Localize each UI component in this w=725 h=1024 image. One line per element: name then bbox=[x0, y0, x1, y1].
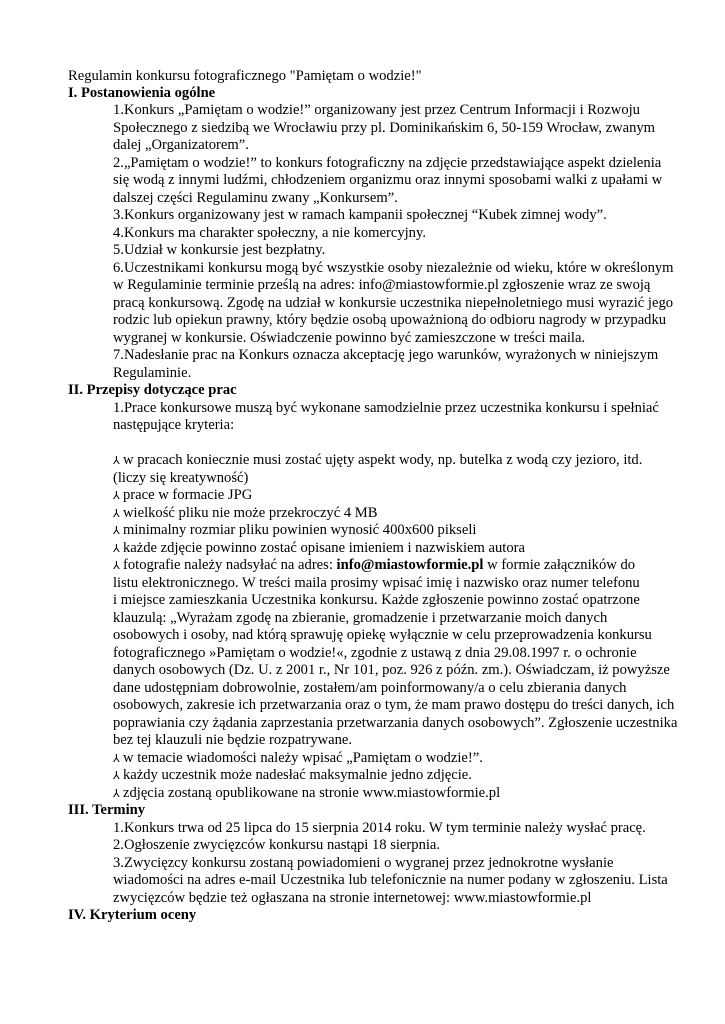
document-title: Regulamin konkursu fotograficznego "Pamiętam o wodzie!" bbox=[68, 68, 422, 84]
paragraph-line: dalszej części Regulaminu zwany „Konkursem”. bbox=[113, 190, 398, 206]
bullet-icon: ⅄ bbox=[113, 770, 120, 782]
bullet-icon: ⅄ bbox=[113, 490, 120, 502]
bullet-icon: ⅄ bbox=[113, 753, 120, 765]
list-item-text: fotografie należy nadsyłać na adres: bbox=[123, 557, 337, 573]
paragraph-line: 7.Nadesłanie prac na Konkurs oznacza akceptację jego warunków, wyrażonych w niniejszym bbox=[113, 347, 659, 363]
section-heading: I. Postanowienia ogólne bbox=[68, 85, 216, 101]
list-item-continuation: osobowych i osoby, nad którą sprawuję opiekę wyłącznie w celu przeprowadzenia konkursu bbox=[113, 627, 652, 643]
paragraph-line: Społecznego z siedzibą we Wrocławiu przy pl. Dominikańskim 6, 50-159 Wrocław, zwanym bbox=[113, 120, 656, 136]
section-heading: II. Przepisy dotyczące prac bbox=[68, 382, 237, 398]
list-item-continuation: listu elektronicznego. W treści maila prosimy wpisać imię i nazwisko oraz numer telefonu bbox=[113, 575, 640, 591]
list-item-continuation: poprawiania czy żądania zaprzestania przetwarzania danych osobowych”. Zgłoszenie uczestnika bbox=[113, 715, 678, 731]
list-item-continuation: danych osobowych (Dz. U. z 2001 r., Nr 101, poz. 926 z późn. zm.). Oświadczam, iż powyższe bbox=[113, 662, 670, 678]
paragraph-line: dalej „Organizatorem”. bbox=[113, 137, 249, 153]
list-item-text: wielkość pliku nie może przekroczyć 4 MB bbox=[123, 505, 378, 521]
bullet-icon: ⅄ bbox=[113, 560, 120, 572]
list-item-text: zdjęcia zostaną opublikowane na stronie www.miastowformie.pl bbox=[123, 785, 501, 801]
list-item-text: w formie załączników do bbox=[483, 557, 636, 573]
paragraph-line: 1.Prace konkursowe muszą być wykonane samodzielnie przez uczestnika konkursu i spełniać bbox=[113, 400, 659, 416]
paragraph-line: wygranej w konkursie. Oświadczenie powinno być zamieszczone w treści maila. bbox=[113, 330, 586, 346]
list-item-continuation: dane udostępniam dobrowolnie, zostałem/am poinformowany/a o celu zbierania danych bbox=[113, 680, 627, 696]
email-link[interactable]: info@miastowformie.pl bbox=[336, 557, 484, 573]
list-item bbox=[113, 557, 635, 575]
bullet-icon: ⅄ bbox=[113, 788, 120, 800]
paragraph-line: w Regulaminie terminie prześlą na adres: info@miastowformie.pl zgłoszenie wraz ze swoją bbox=[113, 277, 651, 293]
list-item-continuation: bez tej klauzuli nie będzie rozpatrywane. bbox=[113, 732, 353, 748]
bullet-icon: ⅄ bbox=[113, 525, 120, 537]
list-item bbox=[113, 750, 483, 768]
list-item bbox=[113, 767, 472, 785]
list-item-continuation: klauzulą: „Wyrażam zgodę na zbieranie, gromadzenie i przetwarzanie moich danych bbox=[113, 610, 608, 626]
paragraph-line: się wodą z innymi ludźmi, chłodzeniem organizmu oraz innymi sposobami walki z upałami w bbox=[113, 172, 663, 188]
list-item-text: każde zdjęcie powinno zostać opisane imieniem i nazwiskiem autora bbox=[123, 540, 525, 556]
paragraph-line: następujące kryteria: bbox=[113, 417, 235, 433]
list-item bbox=[113, 540, 525, 558]
paragraph-line: 2.„Pamiętam o wodzie!” to konkurs fotograficzny na zdjęcie przedstawiające aspekt dzielenia bbox=[113, 155, 662, 171]
paragraph-line: 3.Zwycięzcy konkursu zostaną powiadomieni o wygranej przez jednokrotne wysłanie bbox=[113, 855, 614, 871]
paragraph-line: 3.Konkurs organizowany jest w ramach kampanii społecznej “Kubek zimnej wody”. bbox=[113, 207, 607, 223]
list-item-continuation: i miejsce zamieszkania Uczestnika konkursu. Każde zgłoszenie powinno zostać opatrzone bbox=[113, 592, 640, 608]
bullet-icon: ⅄ bbox=[113, 455, 120, 467]
list-item-continuation: (liczy się kreatywność) bbox=[113, 470, 249, 486]
paragraph-line: 4.Konkurs ma charakter społeczny, a nie komercyjny. bbox=[113, 225, 426, 241]
list-item bbox=[113, 487, 252, 505]
paragraph-line: 2.Ogłoszenie zwycięzców konkursu nastąpi 18 sierpnia. bbox=[113, 837, 441, 853]
list-item-text: w temacie wiadomości należy wpisać „Pamiętam o wodzie!”. bbox=[123, 750, 483, 766]
section-heading: III. Terminy bbox=[68, 802, 146, 818]
list-item-continuation: osobowych, zakresie ich przetwarzania oraz o tym, że mam prawo dostępu do treści danych, ich bbox=[113, 697, 675, 713]
paragraph-line: 5.Udział w konkursie jest bezpłatny. bbox=[113, 242, 326, 258]
list-item-continuation: fotograficznego »Pamiętam o wodzie!«, zgodnie z ustawą z dnia 29.08.1997 r. o ochronie bbox=[113, 645, 637, 661]
paragraph-line: Regulaminie. bbox=[113, 365, 192, 381]
paragraph-line: zwycięzców będzie też ogłaszana na stronie internetowej: www.miastowformie.pl bbox=[113, 890, 592, 906]
paragraph-line: rodzic lub opiekun prawny, który będzie osobą upoważnioną do odbioru nagrody w przypadku bbox=[113, 312, 667, 328]
list-item bbox=[113, 505, 378, 523]
section-heading: IV. Kryterium oceny bbox=[68, 907, 197, 923]
paragraph-line: 1.Konkurs trwa od 25 lipca do 15 sierpnia 2014 roku. W tym terminie należy wysłać pracę. bbox=[113, 820, 646, 836]
list-item-text: prace w formacie JPG bbox=[123, 487, 253, 503]
paragraph-line: 1.Konkurs „Pamiętam o wodzie!” organizowany jest przez Centrum Informacji i Rozwoju bbox=[113, 102, 640, 118]
paragraph-line: wiadomości na adres e-mail Uczestnika lub telefonicznie na numer podany w zgłoszeniu. Lista bbox=[113, 872, 668, 888]
list-item-text: każdy uczestnik może nadesłać maksymalnie jedno zdjęcie. bbox=[123, 767, 472, 783]
list-item-text: minimalny rozmiar pliku powinien wynosić 400x600 pikseli bbox=[123, 522, 477, 538]
list-item bbox=[113, 522, 476, 540]
list-item bbox=[113, 785, 500, 803]
paragraph-line: pracą konkursową. Zgodę na udział w konkursie uczestnika niepełnoletniego musi wyrazić jego bbox=[113, 295, 674, 311]
list-item-text: w pracach koniecznie musi zostać ujęty aspekt wody, np. butelka z wodą czy jezioro, itd. bbox=[123, 452, 643, 468]
paragraph-line: 6.Uczestnikami konkursu mogą być wszystkie osoby niezależnie od wieku, które w określonym bbox=[113, 260, 674, 276]
bullet-icon: ⅄ bbox=[113, 508, 120, 520]
bullet-icon: ⅄ bbox=[113, 543, 120, 555]
list-item bbox=[113, 452, 642, 470]
